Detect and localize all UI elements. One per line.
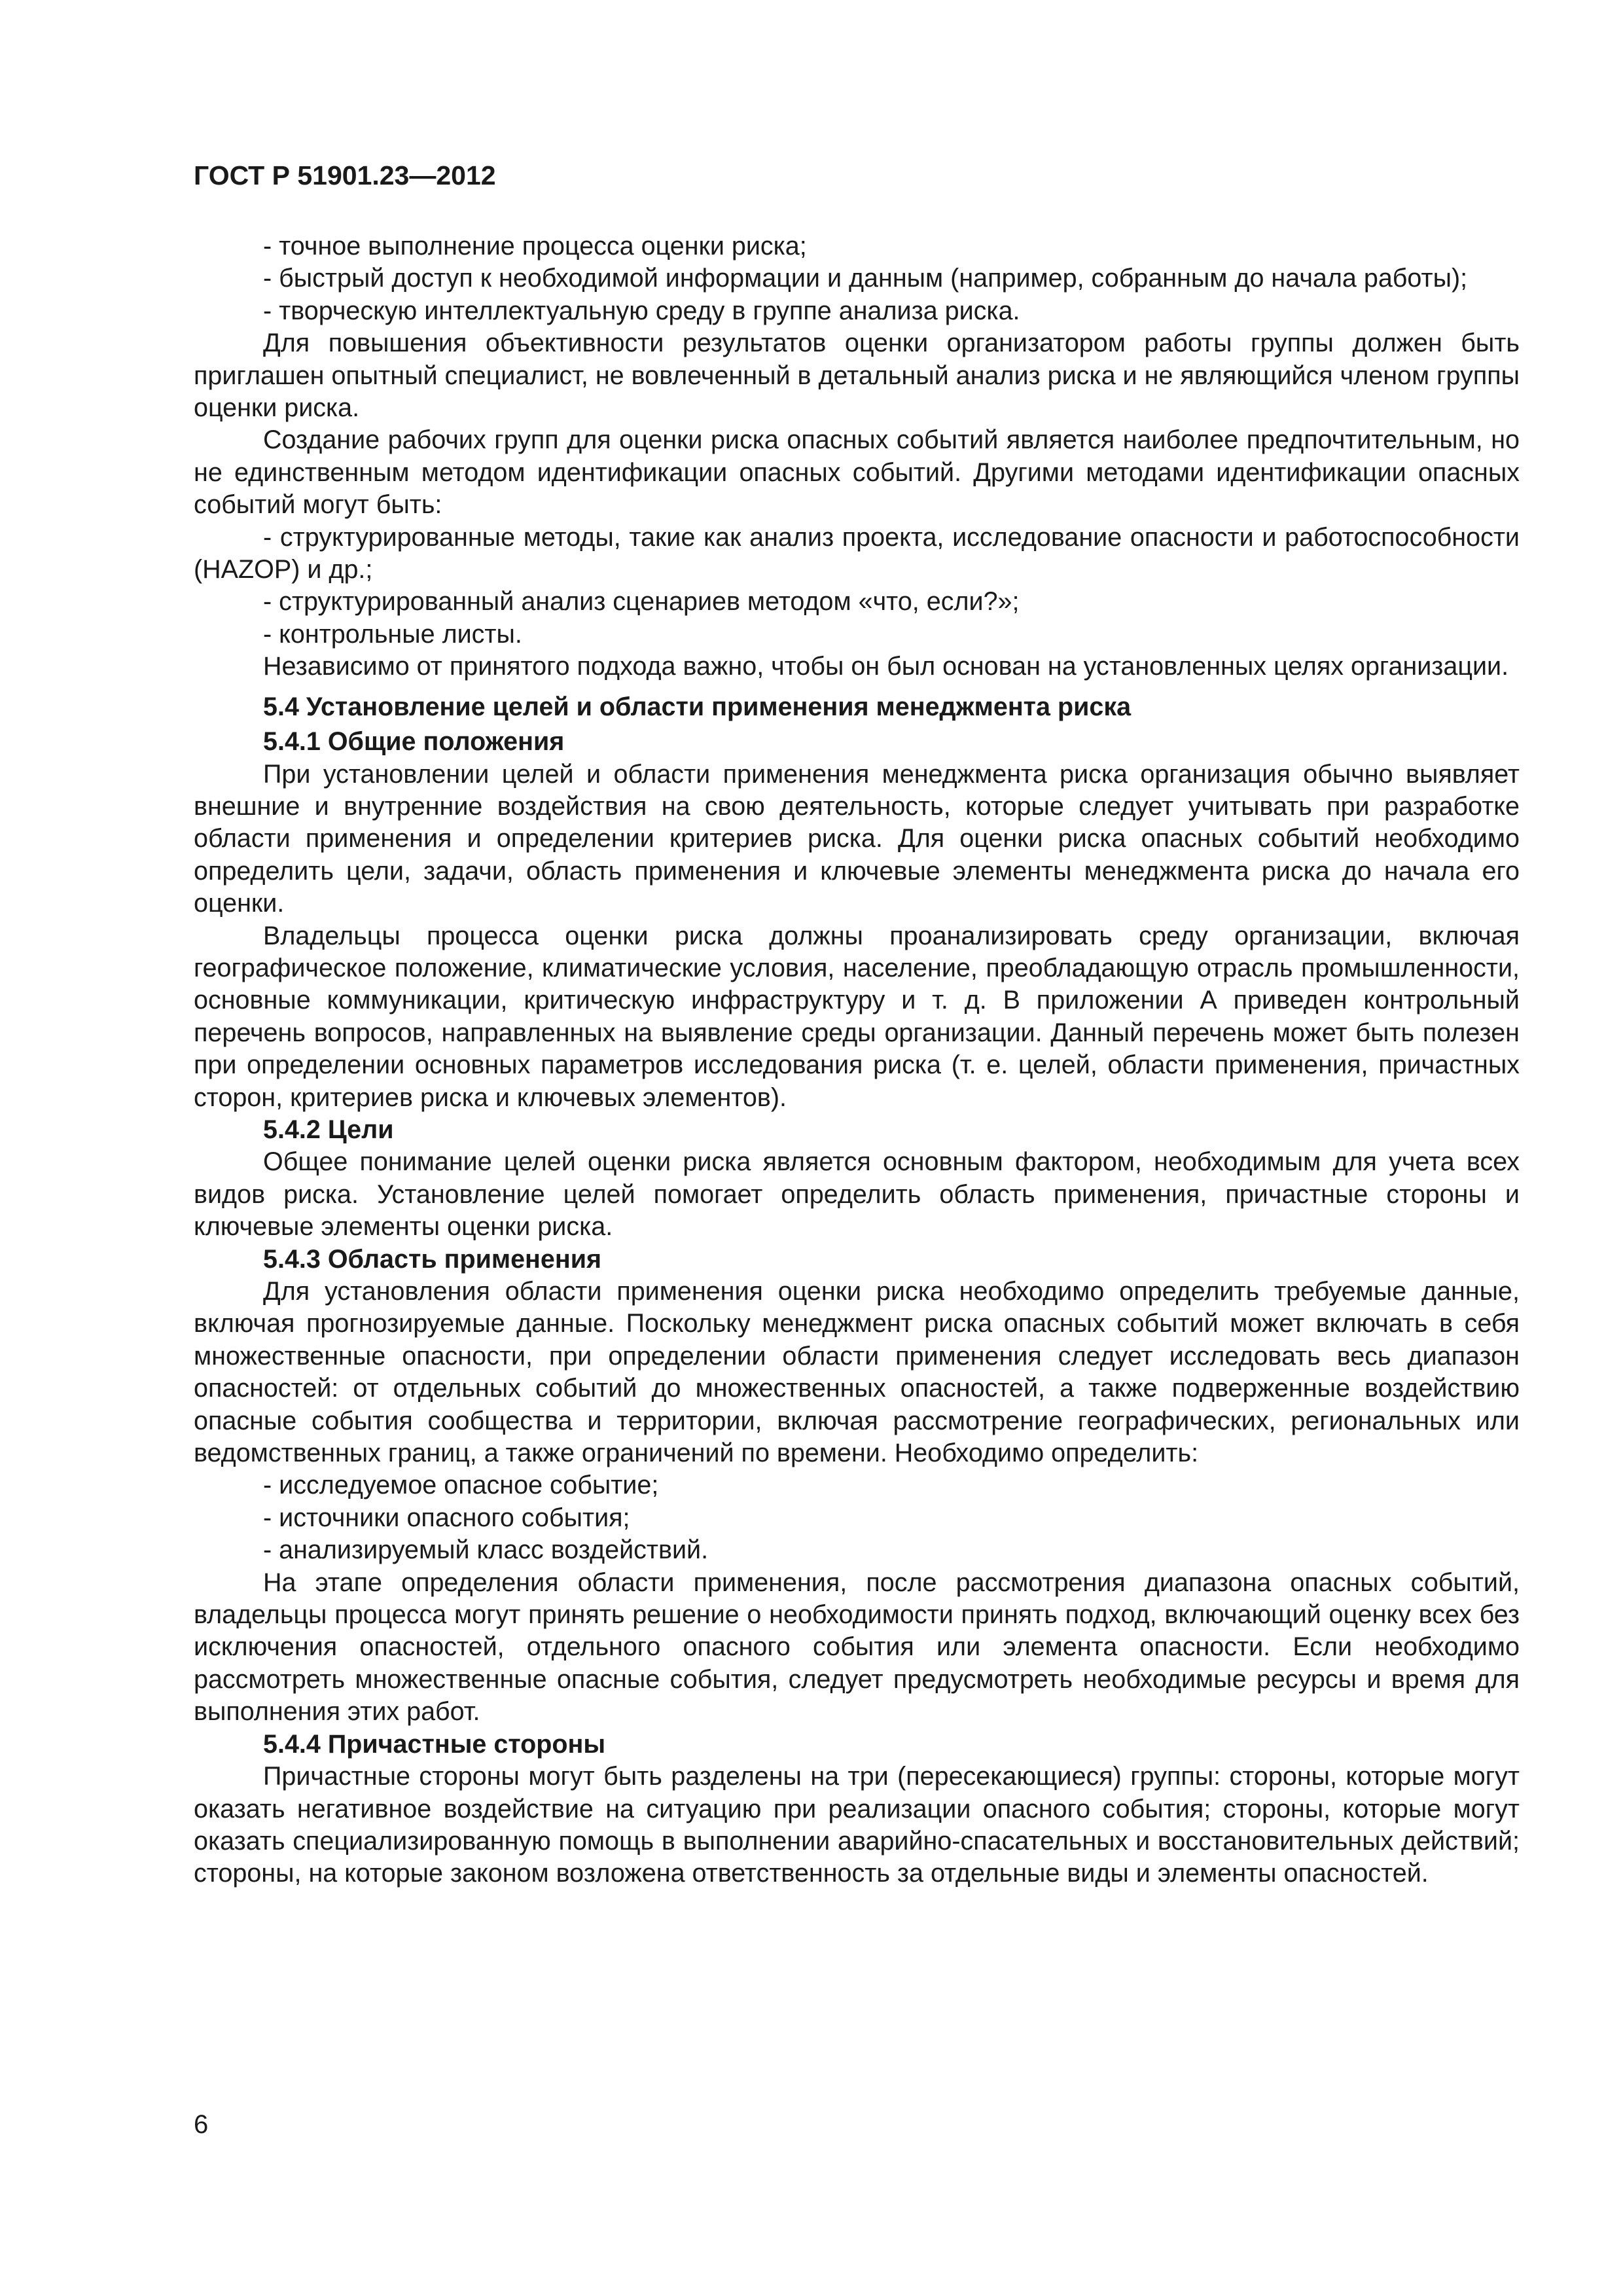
- section-heading: 5.4 Установление целей и области применения менеджмента риска: [263, 692, 1132, 721]
- subsection-heading: 5.4.1 Общие положения: [263, 727, 565, 757]
- subsection-heading: 5.4.3 Область применения: [263, 1244, 602, 1274]
- paragraph: Для установления области применения оценки риска необходимо определить требуемые данные, включая прогнозируемые данные. Поскольку менеджмент риска опасных событий может включать в себя множественные опасности, при определении области применения следует исследовать весь диапазон опасностей: от отдельных событий до множественных опасностей, а также подверженные воздействию опасные события сообщества и территории, включая рассмотрение географических, региональных или ведомственных границ, а также ограничений по времени. Необходимо определить:: [194, 1277, 1520, 1468]
- paragraph: Владельцы процесса оценки риска должны проанализировать среду организации, включая географическое положение, климатические условия, население, преобладающую отрасль промышленности, основные коммуникации, критическую инфраструктуру и т. д. В приложении А приведен контрольный перечень вопросов, направленных на выявление среды организации. Данный перечень может быть полезен при определении основных параметров исследования риска (т. е. целей, области применения, причастных сторон, критериев риска и ключевых элементов).: [194, 921, 1520, 1112]
- paragraph: Независимо от принятого подхода важно, чтобы он был основан на установленных целях организации.: [263, 652, 1509, 681]
- subsection-heading: 5.4.2 Цели: [263, 1115, 394, 1144]
- list-item: - творческую интеллектуальную среду в группе анализа риска.: [263, 296, 1020, 325]
- paragraph: Создание рабочих групп для оценки риска опасных событий является наиболее предпочтительным, но не единственным методом идентификации опасных событий. Другими методами идентификации опасных событий могут быть:: [194, 425, 1520, 520]
- paragraph: При установлении целей и области применения менеджмента риска организация обычно выявляет внешние и внутренние воздействия на свою деятельность, которые следует учитывать при разработке области применения и определении критериев риска. Для оценки риска опасных событий необходимо определить цели, задачи, область применения и ключевые элементы менеджмента риска до начала его оценки.: [194, 759, 1520, 918]
- paragraph: На этапе определения области применения, после рассмотрения диапазона опасных событий, владельцы процесса могут принять решение о необходимости принять подход, включающий оценку всех без исключения опасностей, отдельного опасного события или элемента опасности. Если необходимо рассмотреть множественные опасные события, следует предусмотреть необходимые ресурсы и время для выполнения этих работ.: [194, 1568, 1520, 1727]
- list-item: - контрольные листы.: [263, 619, 522, 649]
- paragraph: Для повышения объективности результатов оценки организатором работы группы должен быть приглашен опытный специалист, не вовлеченный в детальный анализ риска и не являющийся членом группы оценки риска.: [194, 329, 1520, 423]
- list-item: - анализируемый класс воздействий.: [263, 1535, 709, 1565]
- list-item: - структурированный анализ сценариев методом «что, если?»;: [263, 587, 1020, 617]
- list-item: - точное выполнение процесса оценки риска;: [263, 232, 807, 260]
- document-code: ГОСТ Р 51901.23—2012: [194, 160, 496, 190]
- list-item: - исследуемое опасное событие;: [263, 1471, 659, 1500]
- paragraph: Общее понимание целей оценки риска является основным фактором, необходимым для учета всех видов риска. Установление целей помогает определить область применения, причастные стороны и ключевые элементы оценки риска.: [194, 1147, 1520, 1242]
- page-body: [194, 230, 1520, 1890]
- list-item: - быстрый доступ к необходимой информации и данным (например, собранным до начала работы);: [263, 264, 1468, 293]
- paragraph: Причастные стороны могут быть разделены на три (пересекающиеся) группы: стороны, которые могут оказать негативное воздействие на ситуацию при реализации опасного события; стороны, которые могут оказать специализированную помощь в выполнении аварийно-спасательных и восстановительных действий; стороны, на которые законом возложена ответственность за отдельные виды и элементы опасностей.: [194, 1762, 1520, 1888]
- list-item: - источники опасного события;: [263, 1503, 630, 1532]
- list-item: - структурированные методы, такие как анализ проекта, исследование опасности и работоспособности (HAZOP) и др.;: [194, 522, 1520, 584]
- page-number: 6: [194, 2110, 209, 2139]
- subsection-heading: 5.4.4 Причастные стороны: [263, 1729, 606, 1759]
